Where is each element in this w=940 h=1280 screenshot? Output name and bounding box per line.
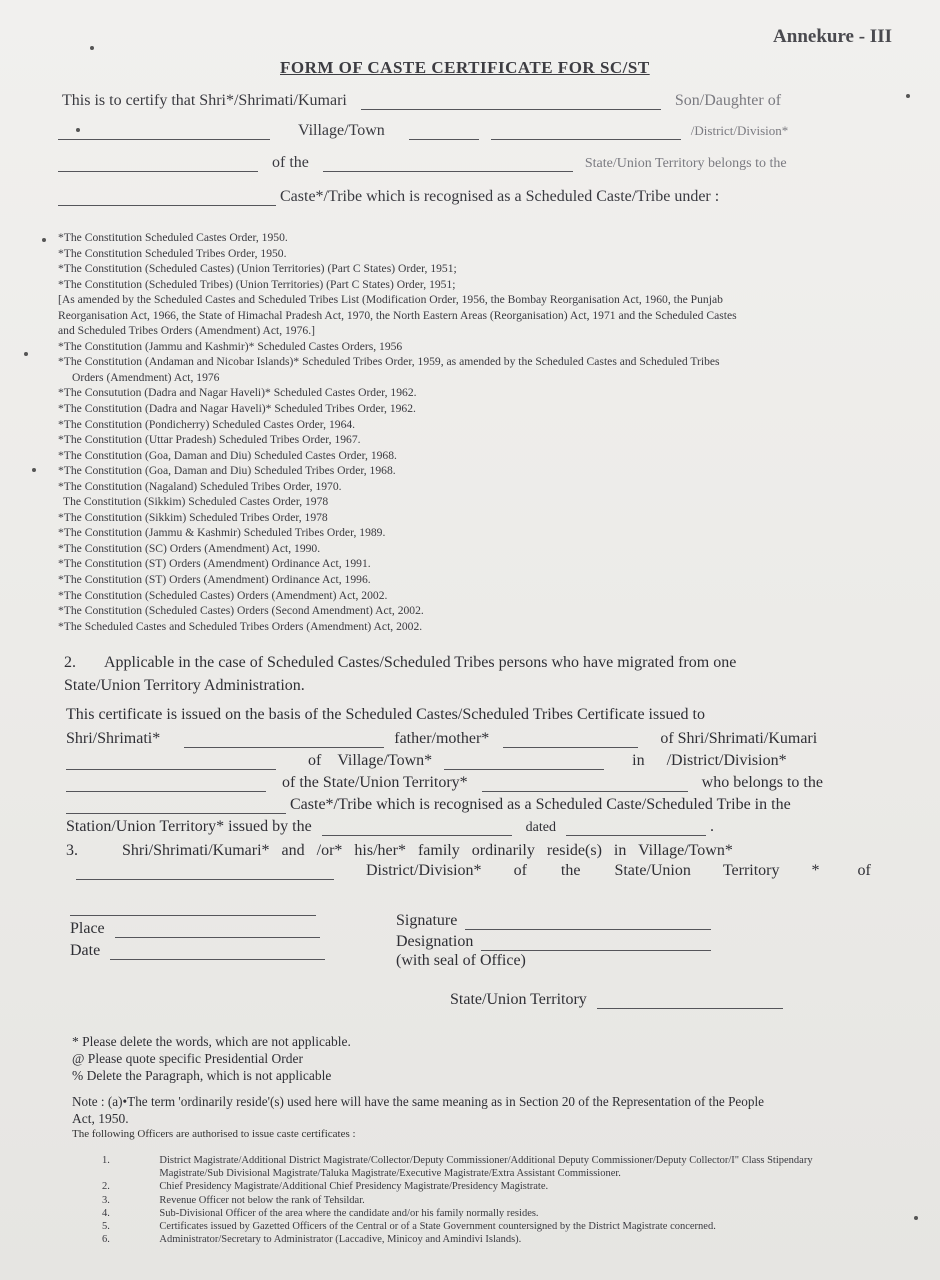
list-item: *The Constitution (Pondicherry) Scheduled Castes Order, 1964. [58, 417, 356, 431]
list-item: *The Constitution (Scheduled Castes) Orders (Second Amendment) Act, 2002. [58, 604, 424, 618]
date-blank[interactable] [566, 834, 706, 836]
list-item: Reorganisation Act, 1966, the State of Himachal Pradesh Act, 1970, the North Eastern Areas (Reorganisation) Act, 1971 and the Scheduled Castes [58, 308, 737, 322]
header-text: Son/Daughter of [674, 92, 782, 109]
annexure-label: Annekure - III [773, 26, 892, 47]
paper-speck [42, 238, 46, 242]
residence-blank[interactable] [76, 878, 334, 880]
signature-blank[interactable] [465, 928, 711, 930]
para-text: of the State/Union Territory* [282, 774, 468, 791]
seal-note: (with seal of Office) [396, 952, 526, 969]
para-text: dated [525, 820, 556, 835]
list-item: 1. District Magistrate/Additional District Magistrate/Collector/Deputy Commissioner/Additional Deputy Commissioner/Deputy Collector/I" Class Stipendary [102, 1155, 813, 1166]
list-item: and Scheduled Tribes Orders (Amendment) Act, 1976.] [58, 324, 315, 338]
state-blank-2[interactable] [482, 790, 688, 792]
para-text: Village/Town* [337, 752, 433, 769]
para3-line-1 [66, 842, 733, 860]
para-text: Caste*/Tribe which is recognised as a Scheduled Caste/Scheduled Tribe in the [290, 796, 791, 813]
list-item: [As amended by the Scheduled Castes and Scheduled Tribes List (Modification Order, 1956, the Bombay Reorganisation Act, 1960, the Punjab [58, 293, 723, 307]
place-row [70, 920, 320, 938]
village-blank-3[interactable] [444, 768, 604, 770]
state-blank-3[interactable] [70, 914, 316, 916]
list-item: *The Constitution (Goa, Daman and Diu) Scheduled Castes Order, 1968. [58, 448, 397, 462]
list-item: 5. Certificates issued by Gazetted Officers of the Central or of a State Government countersigned by the District Magistrate concerned. [102, 1221, 716, 1233]
paper-speck [32, 468, 36, 472]
list-item: *The Constitution (ST) Orders (Amendment) Ordinance Act, 1991. [58, 557, 371, 571]
list-item: *The Constitution (SC) Orders (Amendment) Act, 1990. [58, 541, 321, 555]
para-text: father/mother* [394, 730, 490, 747]
name-blank[interactable] [361, 108, 661, 110]
list-item: *The Constitution (Sikkim) Scheduled Tribes Order, 1978 [58, 510, 328, 524]
header-text: /District/Division* [690, 123, 789, 138]
para-text: Shri/Shrimati* [66, 730, 161, 747]
note-item: % Delete the Paragraph, which is not applicable [72, 1068, 332, 1083]
list-item: *The Constitution (Uttar Pradesh) Scheduled Tribes Order, 1967. [58, 433, 361, 447]
para-text: of [308, 752, 322, 769]
designation-blank[interactable] [481, 949, 711, 951]
list-item: *The Constitution (Jammu & Kashmir) Scheduled Tribes Order, 1989. [58, 526, 386, 540]
paper-speck [914, 1216, 918, 1220]
officers-list [72, 1154, 892, 1246]
note-a-line-1: Note : (a)•The term 'ordinarily reside'(s) used here will have the same meaning as in Section 20 of the Representation of the People [72, 1094, 764, 1109]
list-item: *The Constitution (Scheduled Castes) Orders (Amendment) Act, 2002. [58, 588, 388, 602]
para2-line-6 [66, 774, 823, 792]
list-item: *The Constitution Scheduled Castes Order, 1950. [58, 231, 288, 244]
para-text: Shri/Shrimati/Kumari* and /or* his/her* family ordinarily reside(s) in Village/Town* [122, 842, 733, 859]
para-text: of Shri/Shrimati/Kumari [660, 730, 818, 747]
list-item: 3. Revenue Officer not below the rank of Tehsildar. [102, 1194, 365, 1206]
district-blank[interactable] [58, 170, 258, 172]
officers-title: The following Officers are authorised to issue caste certificates : [72, 1128, 356, 1140]
list-item: 4. Sub-Divisional Officer of the area where the candidate and/or his family normally resides. [102, 1207, 539, 1219]
para2-line-3: This certificate is issued on the basis of the Scheduled Castes/Scheduled Tribes Certificate issued to [66, 706, 705, 723]
parent-blank[interactable] [58, 138, 270, 140]
list-item: *The Constitution (ST) Orders (Amendment) Ordinance Act, 1996. [58, 573, 371, 587]
date-blank-2[interactable] [110, 958, 325, 960]
date-row [70, 942, 325, 960]
para2-line-4 [66, 730, 817, 748]
list-item: 2. Chief Presidency Magistrate/Additional Chief Presidency Magistrate/Presidency Magistrate. [102, 1181, 549, 1193]
note-item: * Please delete the words, which are not applicable. [72, 1034, 351, 1049]
para-text: District/Division* [366, 862, 482, 879]
village-blank[interactable] [409, 138, 479, 140]
header-line-2 [58, 122, 788, 140]
list-item: *The Scheduled Castes and Scheduled Tribes Orders (Amendment) Act, 2002. [58, 619, 423, 633]
header-text: of the [272, 154, 309, 171]
date-label: Date [70, 942, 101, 959]
para-text: of [857, 862, 871, 879]
list-item: *The Constitution (Nagaland) Scheduled Tribes Order, 1970. [58, 479, 342, 493]
para-text: * [811, 862, 820, 879]
header-line-4 [58, 188, 719, 206]
village-blank-2[interactable] [491, 138, 681, 140]
para2-line-1 [64, 654, 736, 672]
person-blank[interactable] [184, 746, 384, 748]
note-a-line-2: Act, 1950. [72, 1111, 129, 1126]
list-item: *The Constitution Scheduled Tribes Order, 1950. [58, 246, 287, 260]
para3-line-2 [76, 862, 871, 880]
orders-list [58, 230, 878, 634]
list-item: *The Constitution (Scheduled Tribes) (Union Territories) (Part C States) Order, 1951; [58, 277, 456, 291]
para2-line-7 [66, 796, 791, 814]
para3-line-3 [70, 898, 316, 916]
header-line-3 [58, 154, 787, 172]
signature-label: Signature [396, 912, 458, 929]
issuer-blank[interactable] [322, 834, 512, 836]
para2-line-5 [66, 752, 787, 770]
para-text: Station/Union Territory* issued by the [66, 818, 312, 835]
para-text: . [710, 818, 714, 835]
signature-row [396, 912, 711, 930]
caste-blank[interactable] [58, 204, 276, 206]
para-text: of [513, 862, 527, 879]
place-blank[interactable] [115, 936, 320, 938]
list-item: Magistrate/Sub Divisional Magistrate/Taluka Magistrate/Executive Magistrate/Extra Assistant Commissioner. [159, 1168, 621, 1180]
header-text: This is to certify that Shri*/Shrimati/Kumari [62, 92, 347, 109]
para-text: who belongs to the [701, 774, 823, 791]
para-text: /District/Division* [666, 752, 787, 769]
header-text: Village/Town [298, 122, 385, 139]
state-ut-row [450, 991, 783, 1009]
header-text: State/Union Territory belongs to the [584, 156, 787, 171]
para-text: the [560, 862, 581, 879]
designation-label: Designation [396, 933, 474, 950]
name-blank-2[interactable] [66, 768, 276, 770]
state-ut-label: State/Union Territory [450, 991, 587, 1008]
district-blank-2[interactable] [66, 790, 266, 792]
list-item: *The Constitution (Andaman and Nicobar Islands)* Scheduled Tribes Order, 1959, as amended by the Scheduled Castes and Scheduled Tribes [58, 355, 720, 369]
list-item: *The Constitution (Jammu and Kashmir)* Scheduled Castes Orders, 1956 [58, 339, 403, 353]
state-blank[interactable] [323, 170, 573, 172]
list-item: *The Constitution (Scheduled Castes) (Union Territories) (Part C States) Order, 1951; [58, 262, 457, 276]
paper-speck [76, 128, 80, 132]
place-label: Place [70, 920, 105, 937]
para2-line-2: State/Union Territory Administration. [64, 677, 305, 694]
list-item: 6. Administrator/Secretary to Administrator (Laccadive, Minicoy and Amindivi Islands). [102, 1234, 522, 1246]
list-item: *The Constitution (Goa, Daman and Diu) Scheduled Tribes Order, 1968. [58, 464, 396, 478]
para-text: Territory [722, 862, 780, 879]
para-text: Applicable in the case of Scheduled Castes/Scheduled Tribes persons who have migrated from one [104, 654, 737, 671]
list-item: *The Consutution (Dadra and Nagar Haveli)* Scheduled Castes Order, 1962. [58, 386, 417, 400]
list-item: *The Constitution (Dadra and Nagar Haveli)* Scheduled Tribes Order, 1962. [58, 402, 416, 416]
para-number: 3. [66, 842, 78, 859]
form-title: FORM OF CASTE CERTIFICATE FOR SC/ST [280, 58, 650, 77]
paper-speck [906, 94, 910, 98]
caste-blank-2[interactable] [66, 812, 286, 814]
para-text: State/Union [614, 862, 691, 879]
state-ut-blank[interactable] [597, 1007, 783, 1009]
header-line-1 [62, 92, 781, 110]
note-item: @ Please quote specific Presidential Order [72, 1051, 303, 1066]
designation-row [396, 933, 711, 951]
para2-line-8 [66, 818, 714, 836]
para-text: in [632, 752, 645, 769]
para-number: 2. [64, 654, 76, 671]
list-item: Orders (Amendment) Act, 1976 [72, 370, 220, 384]
header-text: Caste*/Tribe which is recognised as a Scheduled Caste/Tribe under : [280, 188, 720, 205]
paper-speck [90, 46, 94, 50]
list-item: The Constitution (Sikkim) Scheduled Castes Order, 1978 [63, 495, 329, 509]
paper-speck [24, 352, 28, 356]
parent-blank-2[interactable] [503, 746, 638, 748]
